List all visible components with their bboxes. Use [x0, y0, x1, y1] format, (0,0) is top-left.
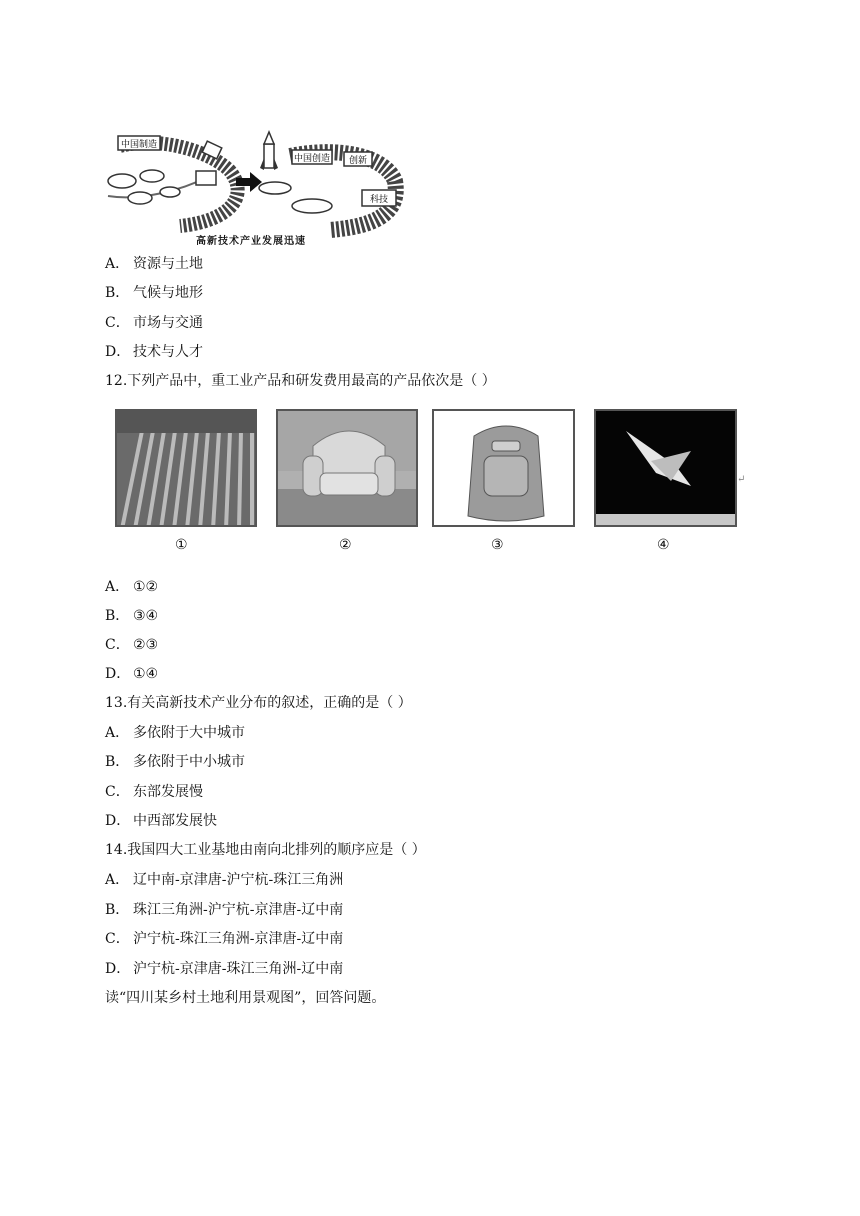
q12-stem: 12.下列产品中，重工业产品和研发费用最高的产品依次是（ ） [105, 373, 496, 389]
q13-option-c[interactable]: C． 东部发展慢 [105, 784, 203, 800]
q13-option-d[interactable]: D． 中西部发展快 [105, 813, 217, 829]
q12-option-c[interactable]: C． ②③ [105, 637, 159, 653]
sign-technology: 科技 [369, 195, 389, 205]
photo-label-3: ③ [491, 537, 504, 553]
q12-option-d[interactable]: D． ①④ [105, 666, 159, 682]
q14-option-b[interactable]: B． 珠江三角洲-沪宁杭-京津唐-辽中南 [105, 902, 344, 918]
q13-option-a[interactable]: A． 多依附于大中城市 [105, 725, 245, 741]
next-question-intro: 读“四川某乡村土地利用景观图”，回答问题。 [105, 990, 386, 1006]
q11-option-d[interactable]: D． 技术与人才 [105, 344, 203, 360]
q14-stem: 14.我国四大工业基地由南向北排列的顺序应是（ ） [105, 842, 426, 858]
q11-option-b[interactable]: B． 气候与地形 [105, 285, 203, 301]
photo-label-4: ④ [657, 537, 670, 553]
figure1-caption: 高新技术产业发展迅速 [196, 236, 306, 247]
steel-pipes-photo [115, 409, 257, 527]
q14-option-c[interactable]: C． 沪宁杭-珠江三角洲-京津唐-辽中南 [105, 931, 344, 947]
return-mark: ↵ [737, 474, 746, 485]
space-shuttle-photo [594, 409, 737, 527]
q13-stem: 13.有关高新技术产业分布的叙述，正确的是（ ） [105, 695, 412, 711]
q12-option-b[interactable]: B． ③④ [105, 608, 159, 624]
sign-made-in-china: 中国制造 [120, 140, 158, 150]
q14-option-a[interactable]: A． 辽中南-京津唐-沪宁杭-珠江三角洲 [105, 872, 344, 888]
photo-label-2: ② [339, 537, 352, 553]
sofa-photo [276, 409, 418, 527]
sign-created-in-china: 中国创造 [293, 154, 331, 164]
sign-innovation: 创新 [348, 156, 368, 166]
photo-label-1: ① [175, 537, 188, 553]
q14-option-d[interactable]: D． 沪宁杭-京津唐-珠江三角洲-辽中南 [105, 961, 344, 977]
q12-option-a[interactable]: A． ①② [105, 579, 159, 595]
industry-development-cartoon [100, 126, 410, 248]
q11-option-c[interactable]: C． 市场与交通 [105, 315, 203, 331]
q13-option-b[interactable]: B． 多依附于中小城市 [105, 754, 245, 770]
backpack-photo [432, 409, 575, 527]
q11-option-a[interactable]: A． 资源与土地 [105, 256, 203, 272]
